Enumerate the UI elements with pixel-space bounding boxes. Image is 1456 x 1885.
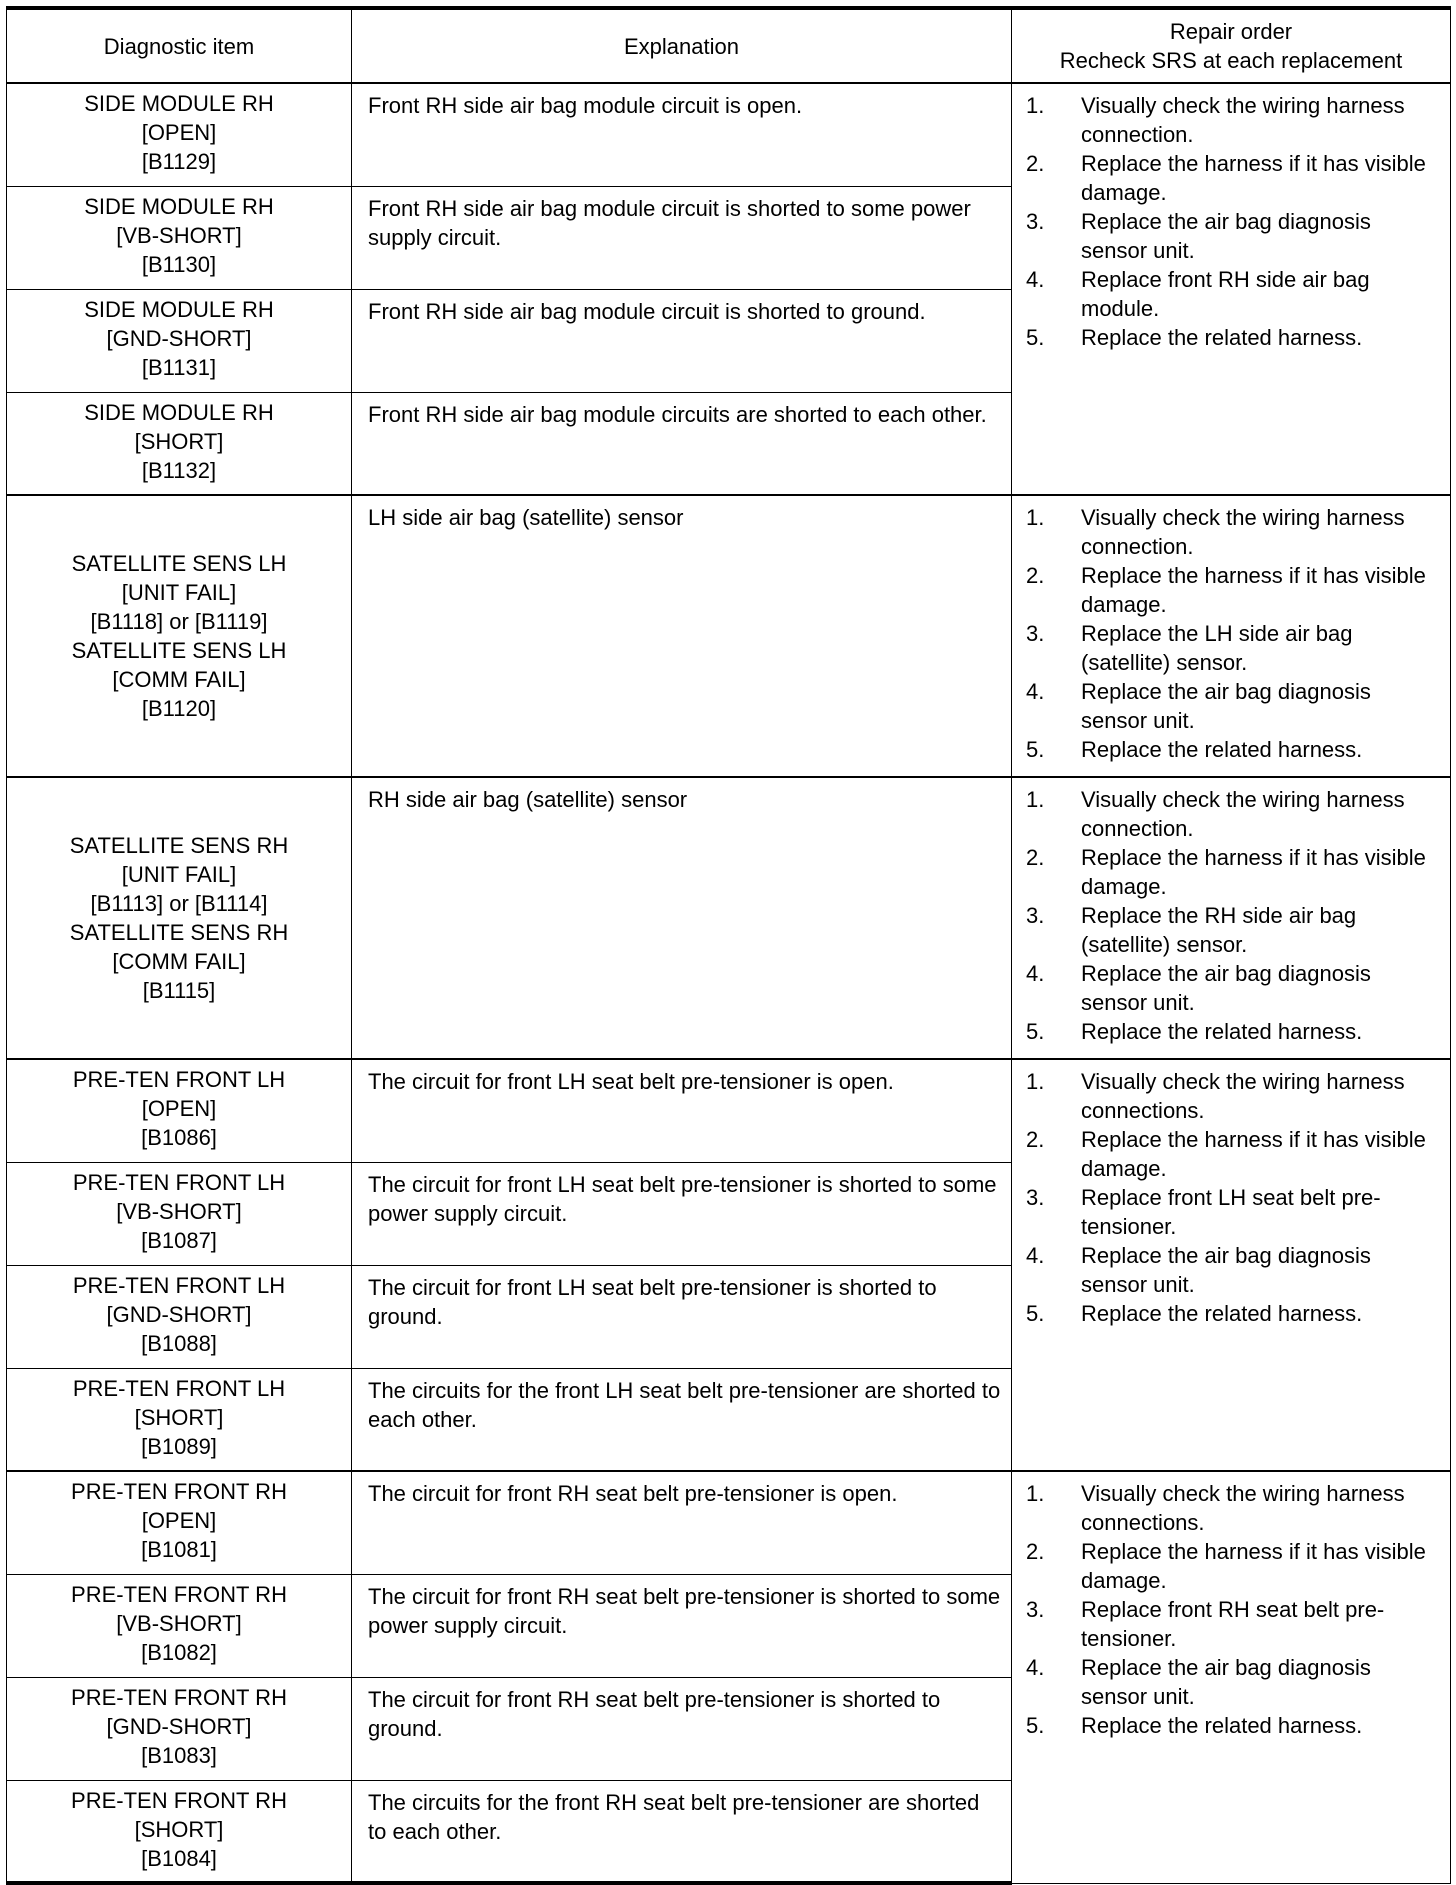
repair-step-text: Replace the air bag diagnosis sensor unit. [1081, 961, 1371, 1015]
repair-step [1026, 735, 1442, 764]
diagnostic-item-line: SATELLITE SENS LH [71, 551, 287, 576]
diagnostic-item-line: [B1130] [141, 251, 217, 277]
diagnostic-item-cell [7, 1677, 352, 1780]
diagnostic-item-line: [OPEN] [141, 1508, 217, 1533]
table-row [7, 495, 1451, 777]
repair-step [1026, 843, 1442, 901]
repair-step-text: Replace front RH seat belt pre-tensioner. [1081, 1597, 1385, 1651]
table-row [7, 777, 1451, 1059]
repair-order-cell [1012, 495, 1451, 777]
diagnostic-item-line: [B1115] [142, 978, 216, 1003]
repair-step-number: 5. [1026, 1019, 1045, 1044]
repair-step-text: Replace the harness if it has visible damage. [1081, 845, 1426, 899]
repair-step-number: 2. [1026, 1127, 1045, 1152]
diagnostic-item-line: PRE-TEN FRONT RH [71, 1787, 287, 1813]
repair-step-text: Replace the related harness. [1081, 1301, 1363, 1326]
repair-step-number: 5. [1026, 1713, 1045, 1738]
diagnostic-item-cell [7, 1265, 352, 1368]
repair-step-number: 3. [1026, 621, 1045, 646]
repair-step-number: 1. [1026, 1069, 1045, 1094]
repair-step [1026, 1241, 1442, 1299]
repair-step-number: 3. [1026, 1597, 1045, 1622]
repair-step-number: 3. [1026, 903, 1045, 928]
diagnostic-item-line: [B1086] [141, 1125, 217, 1150]
explanation-cell: The circuit for front RH seat belt pre-tensioner is open. [352, 1471, 1012, 1574]
repair-step-text: Visually check the wiring harness connection. [1081, 787, 1405, 841]
repair-step-number: 4. [1026, 1243, 1045, 1268]
repair-step-text: Replace front RH side air bag module. [1081, 267, 1370, 321]
repair-step [1026, 785, 1442, 843]
repair-step [1026, 1595, 1442, 1653]
repair-step [1026, 1067, 1442, 1125]
repair-step-number: 3. [1026, 1185, 1045, 1210]
diagnostic-item-line: [SHORT] [134, 1404, 224, 1430]
repair-step-text: Replace the harness if it has visible damage. [1081, 563, 1426, 617]
diagnostic-item-line: SIDE MODULE RH [84, 399, 274, 425]
repair-step-text: Replace the air bag diagnosis sensor unit. [1081, 1243, 1371, 1297]
repair-step-number: 5. [1026, 325, 1045, 350]
diagnostic-item-line: [VB-SHORT] [116, 222, 242, 248]
explanation-cell: Front RH side air bag module circuit is open. [352, 83, 1012, 186]
explanation-cell: The circuit for front LH seat belt pre-tensioner is shorted to some power supply circuit. [352, 1162, 1012, 1265]
repair-step-number: 1. [1026, 787, 1045, 812]
diagnostic-item-line: [B1083] [141, 1742, 217, 1768]
repair-step [1026, 1711, 1442, 1740]
repair-steps-list [1026, 91, 1442, 352]
diagnostic-item-cell [7, 777, 352, 1059]
repair-step [1026, 207, 1442, 265]
explanation-cell: The circuit for front RH seat belt pre-tensioner is shorted to some power supply circuit. [352, 1574, 1012, 1677]
explanation-cell: The circuits for the front LH seat belt pre-tensioner are shorted to each other. [352, 1368, 1012, 1471]
diagnostic-item-line: [B1120] [141, 696, 217, 721]
repair-step-text: Replace the air bag diagnosis sensor unit. [1081, 679, 1371, 733]
repair-step-number: 3. [1026, 209, 1045, 234]
explanation-cell: The circuit for front LH seat belt pre-tensioner is open. [352, 1059, 1012, 1162]
diagnostic-item-line: [VB-SHORT] [116, 1610, 242, 1636]
diagnostic-item-line: [UNIT FAIL] [121, 580, 237, 605]
repair-step-text: Replace the air bag diagnosis sensor unit. [1081, 1655, 1371, 1709]
repair-step-number: 4. [1026, 267, 1045, 292]
diagnostic-item-line: SIDE MODULE RH [84, 91, 274, 116]
repair-step-number: 1. [1026, 1481, 1045, 1506]
diagnostic-item-line: SATELLITE SENS LH [71, 638, 287, 663]
header-repair-order-title: Repair order [1169, 19, 1293, 44]
diagnostic-item-line: PRE-TEN FRONT RH [71, 1581, 287, 1607]
diagnostic-item-line: SATELLITE SENS RH [69, 920, 289, 945]
diagnostic-item-line: SIDE MODULE RH [84, 193, 274, 219]
repair-step [1026, 1125, 1442, 1183]
repair-step-text: Replace the related harness. [1081, 1713, 1363, 1738]
diagnostic-item-cell [7, 1471, 352, 1574]
repair-step-text: Replace the related harness. [1081, 737, 1363, 762]
repair-step-text: Replace front LH seat belt pre-tensioner. [1081, 1185, 1381, 1239]
repair-step-text: Replace the air bag diagnosis sensor unit. [1081, 209, 1371, 263]
repair-step [1026, 677, 1442, 735]
diagnostic-item-line: [SHORT] [134, 1816, 224, 1842]
repair-step-number: 2. [1026, 563, 1045, 588]
repair-step [1026, 1299, 1442, 1328]
diagnostic-table [6, 6, 1451, 1885]
diagnostic-item-line: [COMM FAIL] [112, 949, 246, 974]
diagnostic-item-line: [COMM FAIL] [112, 667, 246, 692]
diagnostic-item-line: PRE-TEN FRONT RH [71, 1684, 287, 1710]
repair-steps-list [1026, 785, 1442, 1046]
repair-order-cell [1012, 1471, 1451, 1883]
diagnostic-item-line: [GND-SHORT] [106, 325, 252, 351]
repair-step-text: Replace the harness if it has visible damage. [1081, 1539, 1426, 1593]
repair-order-cell [1012, 1059, 1451, 1471]
diagnostic-item-line: [OPEN] [141, 120, 217, 145]
diagnostic-item-line: [B1087] [141, 1227, 217, 1253]
diagnostic-item-line: PRE-TEN FRONT LH [72, 1169, 286, 1195]
repair-step-number: 4. [1026, 961, 1045, 986]
explanation-cell: Front RH side air bag module circuit is shorted to some power supply circuit. [352, 186, 1012, 289]
header-diagnostic-item: Diagnostic item [7, 8, 352, 83]
diagnostic-item-line: PRE-TEN FRONT LH [72, 1272, 286, 1298]
repair-order-cell [1012, 83, 1451, 495]
repair-step-number: 4. [1026, 679, 1045, 704]
repair-step [1026, 149, 1442, 207]
diagnostic-item-cell [7, 1059, 352, 1162]
repair-step-text: Visually check the wiring harness connection. [1081, 93, 1405, 147]
repair-step-text: Visually check the wiring harness connections. [1081, 1069, 1405, 1123]
header-repair-order-note: Recheck SRS at each replacement [1059, 48, 1403, 73]
diagnostic-item-cell [7, 186, 352, 289]
repair-step-number: 2. [1026, 151, 1045, 176]
diagnostic-item-cell [7, 1162, 352, 1265]
repair-step [1026, 1017, 1442, 1046]
repair-step [1026, 1479, 1442, 1537]
diagnostic-item-line: [B1118] or [B1119] [90, 609, 268, 634]
diagnostic-item-line: [B1131] [141, 354, 217, 380]
diagnostic-item-line: [VB-SHORT] [116, 1198, 242, 1224]
diagnostic-item-cell [7, 495, 352, 777]
diagnostic-item-cell [7, 1574, 352, 1677]
repair-step-text: Replace the harness if it has visible damage. [1081, 1127, 1426, 1181]
diagnostic-item-line: [OPEN] [141, 1096, 217, 1121]
repair-step-text: Visually check the wiring harness connections. [1081, 1481, 1405, 1535]
repair-step-number: 2. [1026, 845, 1045, 870]
repair-order-cell [1012, 777, 1451, 1059]
diagnostic-item-line: PRE-TEN FRONT RH [71, 1479, 287, 1504]
explanation-cell: RH side air bag (satellite) sensor [352, 777, 1012, 1059]
repair-step [1026, 901, 1442, 959]
diagnostic-item-line: [B1088] [141, 1330, 217, 1356]
repair-steps-list [1026, 1479, 1442, 1740]
repair-step [1026, 619, 1442, 677]
repair-step-number: 4. [1026, 1655, 1045, 1680]
repair-step-number: 5. [1026, 737, 1045, 762]
repair-step [1026, 1537, 1442, 1595]
diagnostic-item-cell [7, 1780, 352, 1883]
table-row [7, 1059, 1451, 1162]
diagnostic-item-line: [B1084] [141, 1845, 217, 1871]
repair-step-text: Replace the harness if it has visible damage. [1081, 151, 1426, 205]
repair-step-number: 5. [1026, 1301, 1045, 1326]
diagnostic-item-line: [B1082] [141, 1639, 217, 1665]
table-row [7, 1471, 1451, 1574]
repair-step [1026, 503, 1442, 561]
repair-step-text: Replace the related harness. [1081, 325, 1363, 350]
repair-step-number: 1. [1026, 505, 1045, 530]
diagnostic-item-line: [GND-SHORT] [106, 1301, 252, 1327]
explanation-cell: The circuits for the front RH seat belt pre-tensioner are shorted to each other. [352, 1780, 1012, 1883]
repair-step [1026, 561, 1442, 619]
explanation-cell: Front RH side air bag module circuits are shorted to each other. [352, 392, 1012, 495]
header-row [7, 8, 1451, 83]
header-explanation: Explanation [352, 8, 1012, 83]
diagnostic-item-line: SATELLITE SENS RH [69, 833, 289, 858]
diagnostic-item-line: [GND-SHORT] [106, 1713, 252, 1739]
explanation-cell: Front RH side air bag module circuit is shorted to ground. [352, 289, 1012, 392]
diagnostic-item-cell [7, 289, 352, 392]
repair-step-text: Replace the RH side air bag (satellite) sensor. [1081, 903, 1357, 957]
repair-step-text: Replace the related harness. [1081, 1019, 1363, 1044]
repair-step-number: 1. [1026, 93, 1045, 118]
repair-step [1026, 1183, 1442, 1241]
diagnostic-item-line: [UNIT FAIL] [121, 862, 237, 887]
diagnostic-item-line: [B1129] [141, 149, 217, 174]
repair-steps-list [1026, 1067, 1442, 1328]
explanation-cell: The circuit for front RH seat belt pre-tensioner is shorted to ground. [352, 1677, 1012, 1780]
diagnostic-item-cell [7, 1368, 352, 1471]
diagnostic-item-line: SIDE MODULE RH [84, 296, 274, 322]
repair-step [1026, 959, 1442, 1017]
diagnostic-item-line: PRE-TEN FRONT LH [72, 1375, 286, 1401]
diagnostic-item-line: [B1089] [141, 1433, 217, 1459]
diagnostic-item-line: PRE-TEN FRONT LH [72, 1067, 286, 1092]
diagnostic-item-cell [7, 392, 352, 495]
repair-step-text: Visually check the wiring harness connection. [1081, 505, 1405, 559]
repair-step [1026, 1653, 1442, 1711]
repair-step [1026, 265, 1442, 323]
repair-step [1026, 91, 1442, 149]
explanation-cell: The circuit for front LH seat belt pre-tensioner is shorted to ground. [352, 1265, 1012, 1368]
diagnostic-item-cell [7, 83, 352, 186]
repair-steps-list [1026, 503, 1442, 764]
repair-step-number: 2. [1026, 1539, 1045, 1564]
repair-step-text: Replace the LH side air bag (satellite) sensor. [1081, 621, 1353, 675]
header-repair-order [1012, 8, 1451, 83]
diagnostic-item-line: [SHORT] [134, 428, 224, 454]
repair-step [1026, 323, 1442, 352]
diagnostic-item-line: [B1132] [141, 457, 217, 483]
explanation-cell: LH side air bag (satellite) sensor [352, 495, 1012, 777]
diagnostic-item-line: [B1081] [141, 1537, 217, 1562]
diagnostic-item-line: [B1113] or [B1114] [90, 891, 268, 916]
table-row [7, 83, 1451, 186]
